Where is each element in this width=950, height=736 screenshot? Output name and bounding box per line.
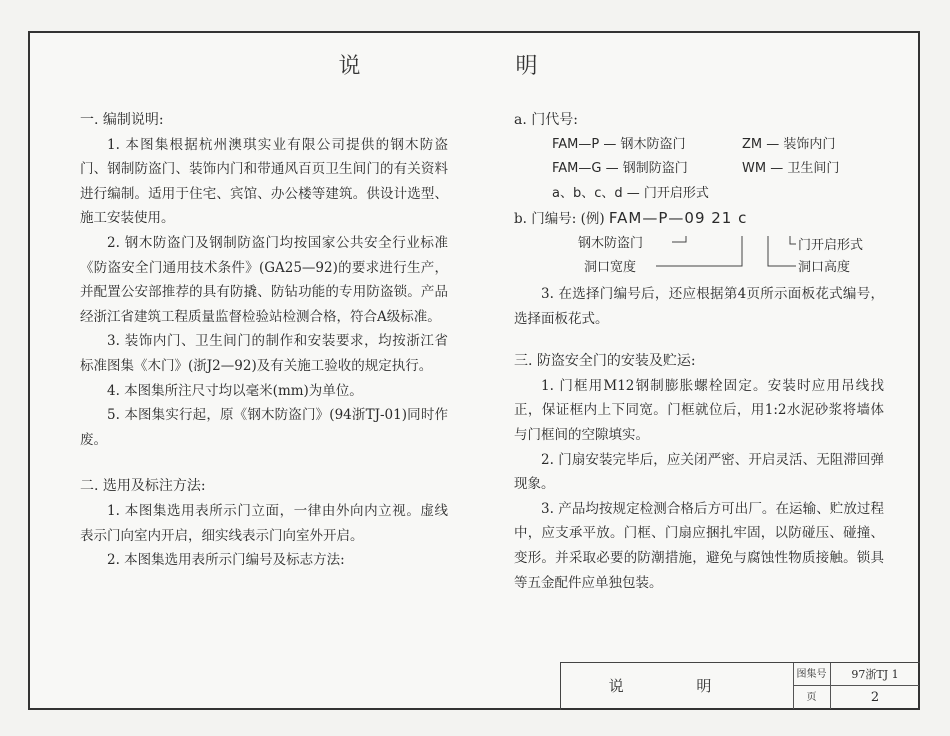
section-3-para-1: 1. 门框用M12钢制膨胀螺栓固定。安装时应用吊线找正，保证框内上下同宽。门框就位后，用1:2水泥砂浆将墙体与门框间的空隙填实。 <box>514 377 884 443</box>
door-number-label: b. 门编号: (例) <box>514 211 605 228</box>
panel-pattern-note: 3. 在选择门编号后，还应根据第4页所示面板花式编号，选择面板花式。 <box>514 285 884 327</box>
title-block-name: 说 明 <box>561 663 794 709</box>
section-1-para-4: 4. 本图集所注尺寸均以毫米(mm)为单位。 <box>107 382 363 399</box>
section-1-heading: 一. 编制说明: <box>80 112 164 128</box>
section-2-para-2: 2. 本图集选用表所示门编号及标志方法: <box>107 552 345 569</box>
page-number: 2 <box>870 690 880 705</box>
label-opening-form: 门开启形式 <box>798 237 864 253</box>
door-code-row <box>514 157 884 182</box>
door-number-code: FAM—P—09 21 c <box>608 209 748 228</box>
label-opening-height: 洞口高度 <box>798 259 851 275</box>
page-title: 说 明 <box>338 54 612 79</box>
door-number-example <box>514 206 884 232</box>
door-code-entry: FAM—P — 钢木防盗门 <box>552 136 686 152</box>
label-opening-width: 洞口宽度 <box>584 259 637 275</box>
section-1-para-1: 1. 本图集根据杭州澳琪实业有限公司提供的钢木防盗门、钢制防盗门、装饰内门和带通风百页卫生间门的有关资料进行编制。适用于住宅、宾馆、办公楼等建筑。供设计选型、施工安装使用。 <box>80 136 448 227</box>
page-label: 页 <box>793 686 831 709</box>
section-3-heading: 三. 防盗安全门的安装及贮运: <box>514 353 696 370</box>
atlas-number-value: 97浙TJ 1 <box>831 663 919 686</box>
section-1-para-5: 5. 本图集实行起，原《钢木防盗门》(94浙TJ-01)同时作废。 <box>80 407 448 448</box>
section-1-para-2: 2. 钢木防盗门及钢制防盗门均按国家公共安全行业标准《防盗安全门通用技术条件》(GA25—92)的要求进行生产，并配置公安部推荐的具有防撬、防钻功能的专用防盗锁。产品经浙江省建筑工程质量监督检验站检测合格，符合A级标准。 <box>80 234 448 325</box>
opening-form-legend: a、b、c、d — 门开启形式 <box>552 185 709 201</box>
section-3-para-3: 3. 产品均按规定检测合格后方可出厂。在运输、贮放过程中，应支承平放。门框、门扇应捆扎牢固，以防碰压、碰撞、变形。并采取必要的防潮措施，避免与腐蚀性物质接触。锁具等五金配件应单独包装。 <box>514 500 884 591</box>
label-steel-wood-door: 钢木防盗门 <box>578 235 644 251</box>
section-2-para-1: 1. 本图集选用表所示门立面，一律由外向内立视。虚线表示门向室内开启，细实线表示门向室外开启。 <box>80 502 448 544</box>
door-code-row <box>514 133 884 158</box>
right-column <box>514 108 884 595</box>
section-1-para-3: 3. 装饰内门、卫生间门的制作和安装要求，均按浙江省标准图集《木门》(浙J2—92)及有关施工验收的规定执行。 <box>80 333 448 374</box>
section-2-heading: 二. 选用及标注方法: <box>80 478 206 495</box>
door-code-heading: a. 门代号: <box>514 112 578 128</box>
door-code-entry: FAM—G — 钢制防盗门 <box>552 161 688 177</box>
door-code-entry: ZM — 装饰内门 <box>742 136 836 152</box>
section-3-para-2: 2. 门扇安装完毕后，应关闭严密、开启灵活、无阻滞回弹现象。 <box>514 451 884 493</box>
left-column <box>80 108 448 573</box>
door-number-diagram <box>514 232 884 282</box>
title-block <box>560 662 920 710</box>
door-code-entry: WM — 卫生间门 <box>742 161 840 177</box>
atlas-number-label: 图集号 <box>793 663 831 686</box>
